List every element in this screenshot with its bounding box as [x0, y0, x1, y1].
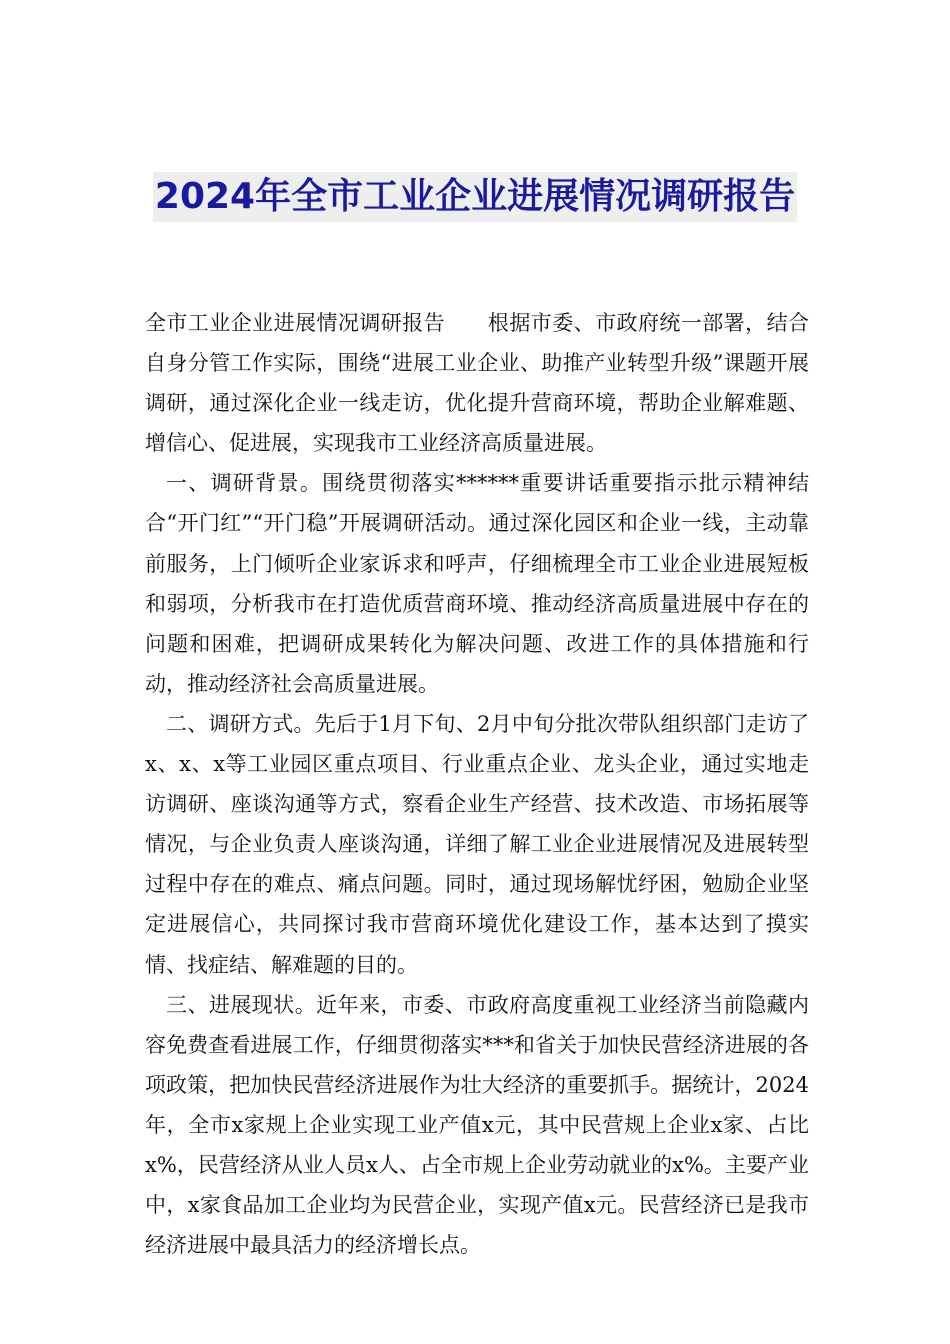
paragraph-status: 三、进展现状。近年来，市委、市政府高度重视工业经济当前隐藏内容免费查看进展工作，仔细贯彻落实***和省关于加快民营经济进展的各项政策，把加快民营经济进展作为壮大经济的重要抓手。据统计，2024年，全市x家规上企业实现工业产值x元，其中民营规上企业x家、占比x%，民营经济从业人员x人、占全市规上企业劳动就业的x%。主要产业中，x家食品加工企业均为民营企业，实现产值x元。民营经济已是我市经济进展中最具活力的经济增长点。: [145, 992, 809, 1258]
paragraph-method: 二、调研方式。先后于1月下旬、2月中旬分批次带队组织部门走访了x、x、x等工业园区重点项目、行业重点企业、龙头企业，通过实地走访调研、座谈沟通等方式，察看企业生产经营、技术改造、市场拓展等情况，与企业负责人座谈沟通，详细了解工业企业进展情况及进展转型过程中存在的难点、痛点问题。同时，通过现场解忧纾困，勉励企业坚定进展信心，共同探讨我市营商环境优化建设工作，基本达到了摸实情、找症结、解难题的目的。: [145, 711, 809, 977]
paragraph-background: 一、调研背景。围绕贯彻落实******重要讲话重要指示批示精神结合“开门红”“开门稳”开展调研活动。通过深化园区和企业一线，主动靠前服务，上门倾听企业家诉求和呼声，仔细梳理全市工业企业进展短板和弱项，分析我市在打造优质营商环境、推动经济高质量进展中存在的问题和困难，把调研成果转化为解决问题、改进工作的具体措施和行动，推动经济社会高质量进展。: [145, 471, 809, 696]
document-title-text: 2024年全市工业企业进展情况调研报告: [153, 172, 797, 222]
document-title: [0, 172, 950, 222]
paragraph-intro: 全市工业企业进展情况调研报告 根据市委、市政府统一部署，结合自身分管工作实际，围绕“进展工业企业、助推产业转型升级”课题开展调研，通过深化企业一线走访，优化提升营商环境，帮助企业解难题、增信心、促进展，实现我市工业经济高质量进展。: [145, 311, 809, 456]
document-body: [145, 303, 809, 1265]
